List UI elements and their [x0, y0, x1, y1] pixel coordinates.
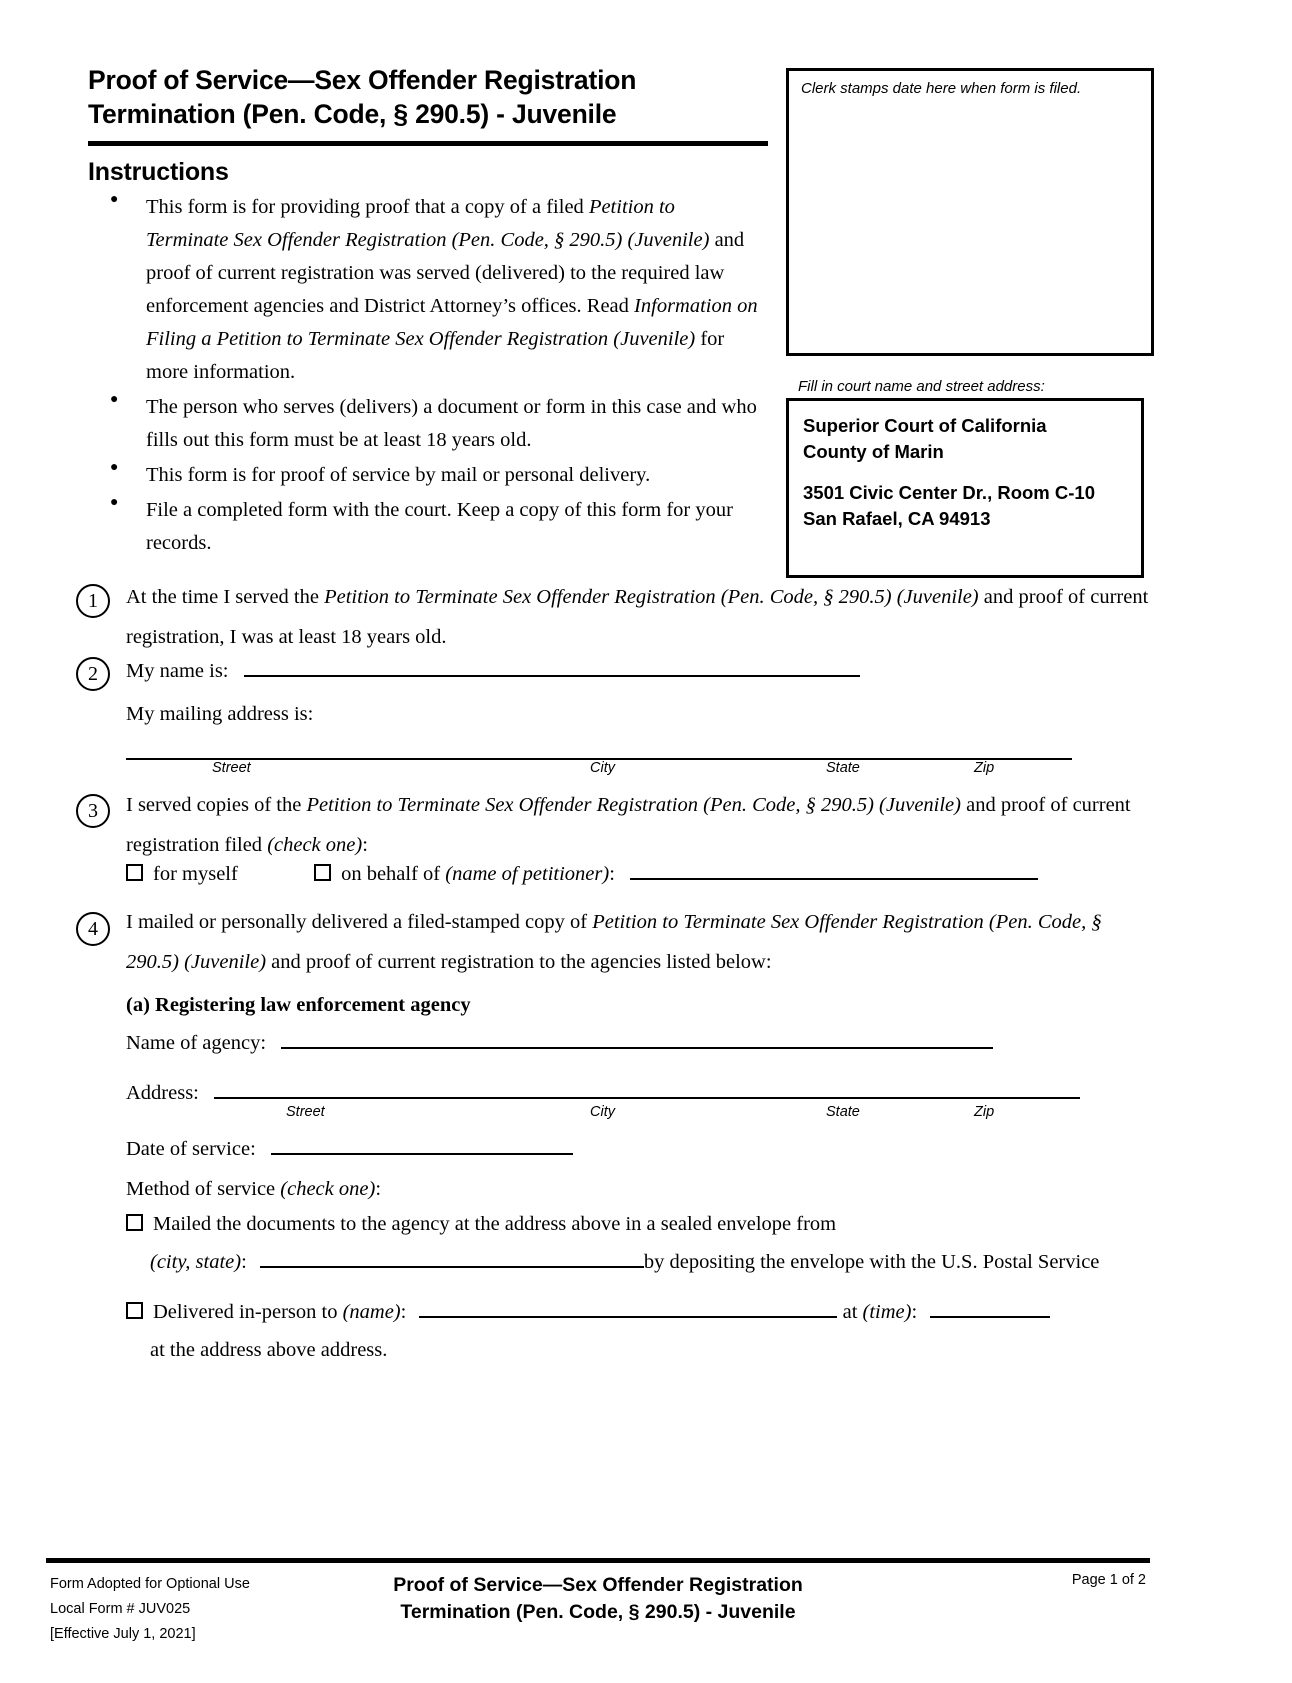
name-of-agency-input[interactable]	[281, 1030, 993, 1049]
instruction-item-2: ● The person who serves (delivers) a document or form in this case and who fills out this form must be at least 18 years old.	[88, 391, 758, 457]
court-address-line2: San Rafael, CA 94913	[803, 507, 991, 529]
date-of-service-row	[126, 1130, 1150, 1170]
checkbox-on-behalf-prefix: on behalf of	[341, 863, 446, 885]
caption-zip: Zip	[974, 760, 995, 776]
court-name-line1: Superior Court of California	[803, 415, 1047, 436]
footer-form-number: Local Form # JUV025	[50, 1600, 191, 1617]
form-header	[88, 64, 758, 562]
checkbox-on-behalf-italic: (name of petitioner)	[445, 863, 610, 885]
my-mailing-address-label-row	[126, 695, 1150, 735]
my-name-label: My name is:	[126, 660, 229, 682]
my-mailing-address-label: My mailing address is:	[126, 703, 314, 725]
caption-city: City	[590, 760, 615, 776]
checkbox-on-behalf-suffix: :	[609, 863, 615, 885]
delivered-name-italic: (name)	[342, 1301, 401, 1323]
city-state-suffix: :	[241, 1251, 247, 1273]
delivered-time-input[interactable]	[930, 1299, 1050, 1318]
item-3-checkbox-row	[126, 860, 1150, 889]
item-1-number-label: 1	[88, 590, 98, 612]
item-1-number	[76, 584, 110, 618]
instruction-item-1: ● This form is for providing proof that a copy of a filed Petition to Terminate Sex Offender Registration (Pen. Code, § 290.5) (Juvenile) and proof of current registration was served (delivered) to the required law enforcement agencies and District Attorney’s offices. Read Information on Filing a Petition to Terminate Sex Offender Registration (Juvenile) for more information.	[88, 191, 758, 389]
checkbox-for-myself[interactable]	[126, 864, 143, 881]
footer-divider	[46, 1558, 1150, 1563]
item-4-text: I mailed or personally delivered a filed-stamped copy of Petition to Terminate Sex Offender Registration (Pen. Code, § 290.5) (Juvenile) and proof of current registration to the agencies listed below:	[126, 911, 1102, 973]
delivered-name-suffix: :	[400, 1301, 407, 1323]
checkbox-on-behalf-of[interactable]	[314, 864, 331, 881]
mailed-checkbox-row	[126, 1210, 1150, 1239]
method-of-service-suffix: :	[375, 1178, 382, 1200]
item-3-number	[76, 794, 110, 828]
instruction-item-3: ● This form is for proof of service by mail or personal delivery.	[88, 459, 758, 492]
city-state-italic-label: (city, state)	[150, 1251, 242, 1273]
petitioner-name-input[interactable]	[630, 861, 1038, 880]
my-name-input[interactable]	[244, 658, 860, 677]
court-box-spacer	[803, 464, 1141, 480]
delivered-prefix-label: Delivered in-person to	[153, 1301, 343, 1323]
delivered-checkbox-row	[126, 1298, 1150, 1327]
page-title-line2: Termination (Pen. Code, § 290.5) - Juvenile	[88, 98, 617, 129]
caption-state-agency: State	[826, 1104, 860, 1120]
page-title-line1: Proof of Service—Sex Offender Registration	[88, 65, 637, 95]
footer-adoption-note: Form Adopted for Optional Use	[50, 1576, 250, 1592]
checkbox-mailed[interactable]	[126, 1214, 143, 1231]
item-4-number	[76, 912, 110, 946]
caption-state: State	[826, 760, 860, 776]
item-1-text: At the time I served the Petition to Terminate Sex Offender Registration (Pen. Code, § 290.5) (Juvenile) and proof of current registration, I was at least 18 years old.	[126, 586, 1149, 648]
clerk-stamp-caption: Clerk stamps date here when form is filed.	[801, 80, 1082, 97]
footer-page-number: Page 1 of 2	[1071, 1572, 1146, 1588]
instructions-list	[88, 191, 758, 560]
delivered-time-italic: (time)	[862, 1301, 912, 1323]
footer-title-line2: Termination (Pen. Code, § 290.5) - Juvenile	[400, 1600, 796, 1623]
delivered-at-label: at	[842, 1301, 863, 1323]
caption-zip-agency: Zip	[974, 1104, 995, 1120]
delivered-tail-row	[150, 1336, 1174, 1365]
caption-street-agency: Street	[286, 1104, 325, 1120]
caption-street: Street	[212, 760, 251, 776]
item-3	[126, 786, 1150, 866]
footer-title-line1: Proof of Service—Sex Offender Registration	[393, 1574, 803, 1596]
court-name-line2: County of Marin	[803, 440, 944, 462]
agency-address-input[interactable]	[214, 1080, 1080, 1099]
date-of-service-label: Date of service:	[126, 1138, 256, 1160]
instructions-heading: Instructions	[88, 157, 229, 186]
title-divider	[88, 141, 768, 146]
subsection-a-label: (a) Registering law enforcement agency	[126, 994, 471, 1016]
agency-address-label: Address:	[126, 1082, 199, 1104]
method-of-service-row	[126, 1170, 1150, 1210]
item-3-text: I served copies of the Petition to Terminate Sex Offender Registration (Pen. Code, § 290.5) (Juvenile) and proof of current registration filed (check one):	[126, 794, 1131, 856]
delivered-time-suffix: :	[911, 1301, 918, 1323]
checkbox-delivered-in-person[interactable]	[126, 1302, 143, 1319]
item-4-number-label: 4	[88, 918, 98, 940]
method-of-service-italic: (check one)	[280, 1178, 376, 1200]
page-title	[88, 64, 758, 132]
name-of-agency-row	[126, 1024, 1150, 1064]
mailing-address-captions	[126, 760, 1072, 782]
checkbox-for-myself-label: for myself	[153, 863, 238, 885]
subsection-a-heading	[126, 986, 1150, 1026]
mailed-tail-text: by depositing the envelope with the U.S. Postal Service	[643, 1251, 1100, 1273]
item-2-number-label: 2	[88, 663, 98, 685]
item-2-number	[76, 657, 110, 691]
item-2	[126, 652, 1150, 692]
date-of-service-input[interactable]	[271, 1136, 573, 1155]
form-footer	[46, 1572, 1150, 1662]
delivered-tail-label: at the address above address.	[150, 1339, 388, 1361]
footer-center	[46, 1572, 1150, 1626]
name-of-agency-label: Name of agency:	[126, 1032, 267, 1054]
mailed-city-state-row	[150, 1248, 1174, 1277]
court-address-box	[786, 398, 1144, 578]
agency-address-captions	[206, 1104, 1152, 1126]
delivered-name-input[interactable]	[419, 1299, 837, 1318]
caption-city-agency: City	[590, 1104, 615, 1120]
item-4	[126, 903, 1150, 983]
item-1	[126, 578, 1150, 658]
clerk-stamp-box	[786, 68, 1154, 356]
method-of-service-label: Method of service	[126, 1178, 281, 1200]
item-3-number-label: 3	[88, 800, 98, 822]
court-box-caption: Fill in court name and street address:	[798, 378, 1045, 395]
instruction-item-4: ● File a completed form with the court. Keep a copy of this form for your records.	[88, 494, 758, 560]
footer-effective-date: [Effective July 1, 2021]	[50, 1625, 196, 1642]
checkbox-mailed-label: Mailed the documents to the agency at the address above in a sealed envelope from	[153, 1213, 837, 1235]
court-address-line1: 3501 Civic Center Dr., Room C-10	[803, 482, 1095, 504]
city-state-input[interactable]	[260, 1249, 644, 1268]
